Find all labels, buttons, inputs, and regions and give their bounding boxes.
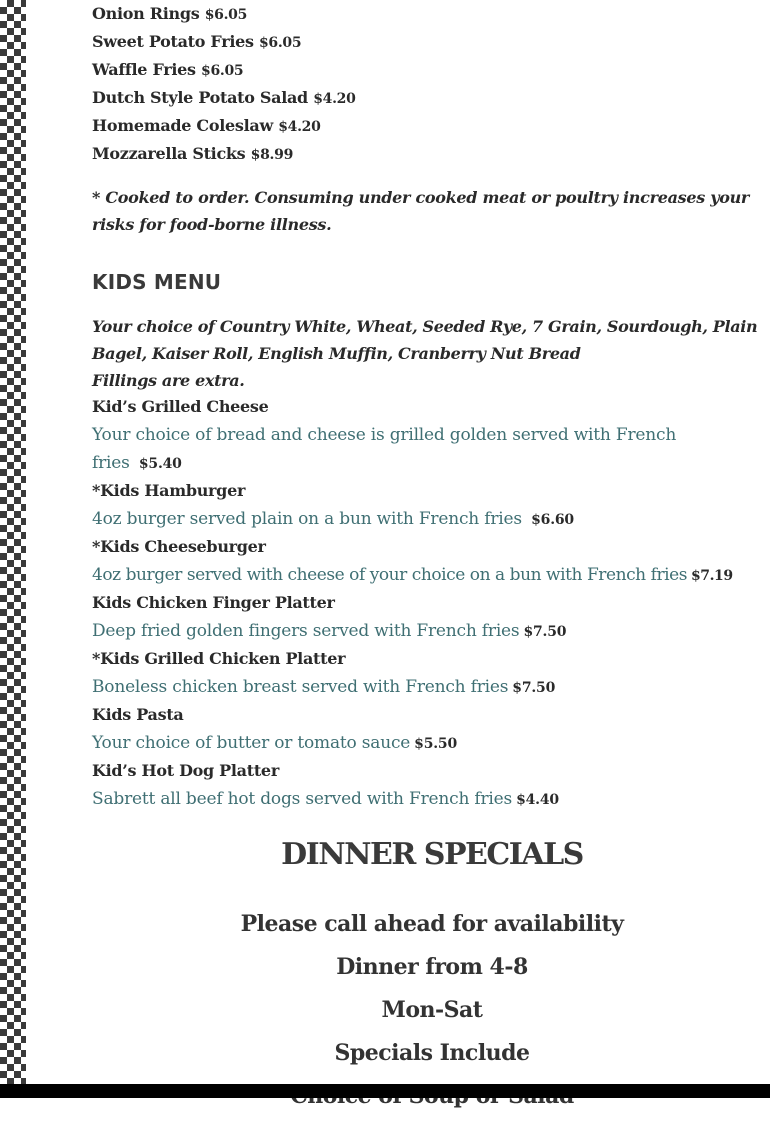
side-item-name: Onion Rings (92, 4, 200, 23)
item-price: $7.50 (512, 680, 556, 696)
item-description-text: Sabrett all beef hot dogs served with French fries (92, 789, 513, 809)
side-item-name: Mozzarella Sticks (92, 144, 246, 163)
side-item (92, 3, 356, 31)
kids-menu-intro (92, 313, 770, 394)
side-item-price: $6.05 (204, 7, 248, 23)
item-price: $5.40 (138, 456, 182, 472)
item-description-text: Deep fried golden fingers served with French fries (92, 621, 520, 641)
list-item (92, 394, 770, 478)
item-name: *Kids Hamburger (92, 481, 246, 500)
side-item (92, 31, 356, 59)
side-item-price: $4.20 (278, 119, 321, 135)
item-name: Kid’s Grilled Cheese (92, 397, 269, 416)
list-item (92, 534, 770, 590)
side-item-price: $6.05 (258, 35, 302, 51)
side-item-name: Waffle Fries (92, 60, 196, 79)
item-name: *Kids Grilled Chicken Platter (92, 649, 346, 668)
item-name: Kid’s Hot Dog Platter (92, 761, 279, 780)
kids-menu-items (92, 394, 770, 814)
list-item (92, 590, 770, 646)
item-description-text: Your choice of butter or tomato sauce (92, 733, 411, 753)
dinner-days: Mon-Sat (381, 997, 483, 1023)
item-price: $6.60 (531, 512, 574, 528)
list-item (92, 758, 770, 814)
specials-include: Specials Include (334, 1040, 530, 1066)
item-description (92, 617, 770, 646)
item-price: $5.50 (414, 736, 457, 752)
list-item (92, 478, 770, 534)
side-item-name: Sweet Potato Fries (92, 32, 254, 51)
item-description (92, 785, 770, 814)
bread-choices: Your choice of Country White, Wheat, Seeded Rye, 7 Grain, Sourdough, Plain Bagel, Kaiser Roll, English Muffin, Cranberry Nut Bread (92, 317, 758, 363)
fillings-note: Fillings are extra. (92, 371, 245, 390)
list-item (92, 646, 770, 702)
side-item-price: $6.05 (201, 63, 244, 79)
item-price: $4.40 (516, 792, 559, 808)
side-item-name: Homemade Coleslaw (92, 116, 273, 135)
bottom-bar (0, 1084, 770, 1098)
item-name: Kids Pasta (92, 705, 184, 724)
item-description-line: Your choice of bread and cheese is grilled golden served with French (92, 425, 677, 445)
item-description (92, 505, 770, 534)
item-description-line: fries (92, 453, 130, 473)
dinner-hours: Dinner from 4-8 (336, 954, 528, 980)
item-price: $7.50 (523, 624, 567, 640)
dinner-specials-title: DINNER SPECIALS (281, 837, 583, 872)
side-item-price: $8.99 (250, 147, 294, 163)
food-safety-note: * Cooked to order. Consuming under cooked meat or poultry increases your risks for food-borne illness. (92, 188, 750, 234)
item-name: Kids Chicken Finger Platter (92, 593, 335, 612)
item-price: $7.19 (691, 568, 733, 584)
item-description-text: 4oz burger served plain on a bun with French fries (92, 509, 522, 529)
kids-menu-heading: KIDS MENU (92, 270, 222, 294)
item-description-text: Boneless chicken breast served with French fries (92, 677, 509, 697)
list-item (92, 702, 770, 758)
side-item (92, 87, 356, 115)
side-item (92, 115, 356, 143)
side-item-name: Dutch Style Potato Salad (92, 88, 308, 107)
item-description (92, 561, 770, 590)
item-name: *Kids Cheeseburger (92, 537, 266, 556)
side-item-price: $4.20 (313, 91, 356, 107)
dinner-specials (92, 834, 770, 1123)
item-description (92, 673, 770, 702)
item-description (92, 421, 770, 478)
item-description-text: 4oz burger served with cheese of your choice on a bun with French fries (92, 565, 688, 585)
side-item (92, 59, 356, 87)
item-description (92, 729, 770, 758)
sides-list (92, 3, 356, 171)
side-item (92, 143, 356, 171)
availability-note: Please call ahead for availability (240, 911, 624, 937)
checkered-border (0, 0, 26, 1084)
